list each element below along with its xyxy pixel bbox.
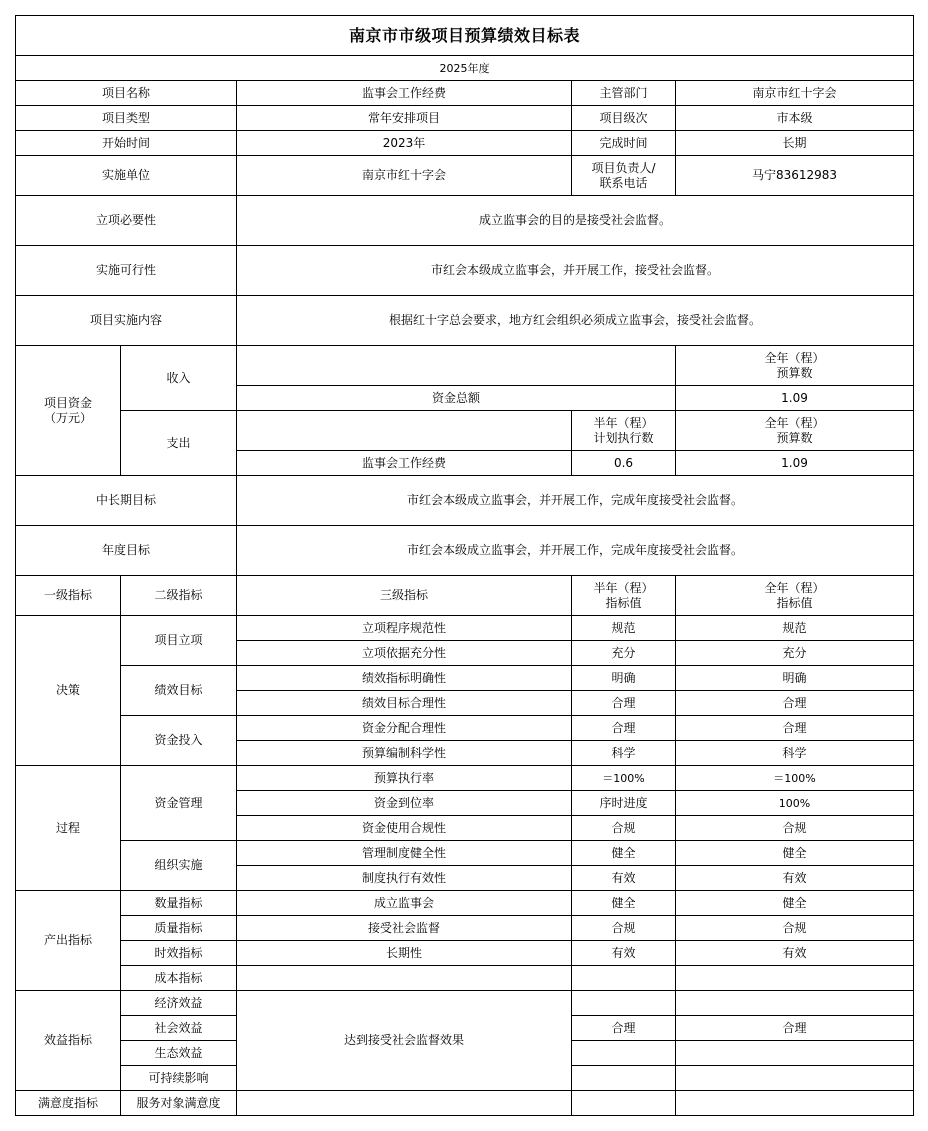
indicator-half: 合理 xyxy=(572,716,676,741)
info-row xyxy=(16,131,914,156)
level2-fund-input: 资金投入 xyxy=(121,716,237,766)
indicator-name: 资金分配合理性 xyxy=(237,716,572,741)
performance-target-table xyxy=(15,15,914,1116)
indicator-full: 合理 xyxy=(676,716,914,741)
contact-value: 马宁83612983 xyxy=(676,156,914,196)
content-label: 项目实施内容 xyxy=(16,296,237,346)
table-row xyxy=(16,616,914,641)
income-label: 收入 xyxy=(121,346,237,411)
indicator-full: 规范 xyxy=(676,616,914,641)
expense-item: 监事会工作经费 xyxy=(237,451,572,476)
indicator-half: 充分 xyxy=(572,641,676,666)
indicator-name: 达到接受社会监督效果 xyxy=(237,991,572,1091)
funds-row xyxy=(16,411,914,451)
level1-decision: 决策 xyxy=(16,616,121,766)
indicator-value-line2: 指标值 xyxy=(776,595,813,610)
level1-process: 过程 xyxy=(16,766,121,891)
indicator-name: 资金到位率 xyxy=(237,791,572,816)
indicator-half: 科学 xyxy=(572,741,676,766)
indicator-full: 合理 xyxy=(676,1016,914,1041)
expense-label: 支出 xyxy=(121,411,237,476)
level2-project-setup: 项目立项 xyxy=(121,616,237,666)
info-row xyxy=(16,156,914,196)
indicator-name xyxy=(237,966,572,991)
content-row xyxy=(16,296,914,346)
indicator-full xyxy=(676,991,914,1016)
indicator-full: 充分 xyxy=(676,641,914,666)
total-full-value: 1.09 xyxy=(676,386,914,411)
level2-economic: 经济效益 xyxy=(121,991,237,1016)
feasibility-row xyxy=(16,246,914,296)
level2-org-impl: 组织实施 xyxy=(121,841,237,891)
indicator-full: 有效 xyxy=(676,941,914,966)
indicator-name: 长期性 xyxy=(237,941,572,966)
dept-label: 主管部门 xyxy=(572,81,676,106)
indicator-full xyxy=(676,1091,914,1116)
indicator-name: 绩效目标合理性 xyxy=(237,691,572,716)
table-row xyxy=(16,991,914,1016)
level1-header: 一级指标 xyxy=(16,576,121,616)
project-type-label: 项目类型 xyxy=(16,106,237,131)
annual-goal-row xyxy=(16,526,914,576)
indicator-full: 健全 xyxy=(676,841,914,866)
indicator-full: 100% xyxy=(676,791,914,816)
plan-line2: 计划执行数 xyxy=(593,430,654,445)
contact-label xyxy=(572,156,676,196)
feasibility-label: 实施可行性 xyxy=(16,246,237,296)
feasibility-text: 市红会本级成立监事会，并开展工作，接受社会监督。 xyxy=(237,246,914,296)
level2-fund-mgmt: 资金管理 xyxy=(121,766,237,841)
indicator-name: 资金使用合规性 xyxy=(237,816,572,841)
level2-quality: 质量指标 xyxy=(121,916,237,941)
expense-full-year-header xyxy=(676,411,914,451)
level2-ecological: 生态效益 xyxy=(121,1041,237,1066)
indicator-full: 合规 xyxy=(676,816,914,841)
level2-perf-target: 绩效目标 xyxy=(121,666,237,716)
expense-blank xyxy=(237,411,572,451)
indicator-half: 有效 xyxy=(572,941,676,966)
indicator-full xyxy=(676,1041,914,1066)
income-full-year-header xyxy=(676,346,914,386)
long-goal-row xyxy=(16,476,914,526)
funds-label-line2: （万元） xyxy=(43,410,92,425)
indicator-full: 合规 xyxy=(676,916,914,941)
level2-header: 二级指标 xyxy=(121,576,237,616)
project-type-value: 常年安排项目 xyxy=(237,106,572,131)
necessity-row xyxy=(16,196,914,246)
indicator-name: 接受社会监督 xyxy=(237,916,572,941)
budget-line2: 预算数 xyxy=(776,430,813,445)
project-name-value: 监事会工作经费 xyxy=(237,81,572,106)
project-level-label: 项目级次 xyxy=(572,106,676,131)
indicator-name: 立项程序规范性 xyxy=(237,616,572,641)
table-row xyxy=(16,766,914,791)
indicator-full xyxy=(676,966,914,991)
indicator-half: 序时进度 xyxy=(572,791,676,816)
long-goal-label: 中长期目标 xyxy=(16,476,237,526)
half-year-line1: 半年（程） xyxy=(593,580,654,595)
indicator-half: 合理 xyxy=(572,691,676,716)
level3-header: 三级指标 xyxy=(237,576,572,616)
long-goal-text: 市红会本级成立监事会，并开展工作，完成年度接受社会监督。 xyxy=(237,476,914,526)
table-row xyxy=(16,666,914,691)
table-row xyxy=(16,891,914,916)
project-name-label: 项目名称 xyxy=(16,81,237,106)
unit-label: 实施单位 xyxy=(16,156,237,196)
start-time-label: 开始时间 xyxy=(16,131,237,156)
level2-quantity: 数量指标 xyxy=(121,891,237,916)
indicator-half: 健全 xyxy=(572,841,676,866)
indicator-name: 绩效指标明确性 xyxy=(237,666,572,691)
necessity-label: 立项必要性 xyxy=(16,196,237,246)
income-blank xyxy=(237,346,676,386)
level2-sustainable: 可持续影响 xyxy=(121,1066,237,1091)
indicator-half: 明确 xyxy=(572,666,676,691)
indicator-half: ＝100% xyxy=(572,766,676,791)
half-year-line1: 半年（程） xyxy=(593,415,654,430)
expense-full-value: 1.09 xyxy=(676,451,914,476)
indicator-full: ＝100% xyxy=(676,766,914,791)
indicator-half xyxy=(572,966,676,991)
table-row xyxy=(16,716,914,741)
indicator-name: 立项依据充分性 xyxy=(237,641,572,666)
contact-label-line1: 项目负责人/ xyxy=(591,160,656,175)
necessity-text: 成立监事会的目的是接受社会监督。 xyxy=(237,196,914,246)
indicator-half: 合规 xyxy=(572,916,676,941)
full-year-line1: 全年（程） xyxy=(764,415,825,430)
indicator-half xyxy=(572,1091,676,1116)
dept-value: 南京市红十字会 xyxy=(676,81,914,106)
indicator-half: 合理 xyxy=(572,1016,676,1041)
indicator-half: 规范 xyxy=(572,616,676,641)
unit-value: 南京市红十字会 xyxy=(237,156,572,196)
indicator-half xyxy=(572,1041,676,1066)
indicator-name: 管理制度健全性 xyxy=(237,841,572,866)
table-row xyxy=(16,841,914,866)
expense-half-value: 0.6 xyxy=(572,451,676,476)
indicator-half xyxy=(572,1066,676,1091)
level2-cost: 成本指标 xyxy=(121,966,237,991)
annual-goal-text: 市红会本级成立监事会，并开展工作，完成年度接受社会监督。 xyxy=(237,526,914,576)
end-time-label: 完成时间 xyxy=(572,131,676,156)
funds-label-line1: 项目资金 xyxy=(43,395,92,410)
full-year-line1: 全年（程） xyxy=(764,350,825,365)
indicator-header-row xyxy=(16,576,914,616)
level2-timeliness: 时效指标 xyxy=(121,941,237,966)
indicator-full: 明确 xyxy=(676,666,914,691)
project-level-value: 市本级 xyxy=(676,106,914,131)
level2-social: 社会效益 xyxy=(121,1016,237,1041)
indicator-name: 预算编制科学性 xyxy=(237,741,572,766)
indicator-name: 成立监事会 xyxy=(237,891,572,916)
indicator-full: 合理 xyxy=(676,691,914,716)
level1-satisfaction: 满意度指标 xyxy=(16,1091,121,1116)
full-year-header xyxy=(676,576,914,616)
indicator-half xyxy=(572,991,676,1016)
indicator-full xyxy=(676,1066,914,1091)
contact-label-line2: 联系电话 xyxy=(599,175,648,190)
funds-label xyxy=(16,346,121,476)
table-row xyxy=(16,966,914,991)
level1-output: 产出指标 xyxy=(16,891,121,991)
end-time-value: 长期 xyxy=(676,131,914,156)
table-row xyxy=(16,941,914,966)
annual-goal-label: 年度目标 xyxy=(16,526,237,576)
expense-half-year-header xyxy=(572,411,676,451)
indicator-half: 合规 xyxy=(572,816,676,841)
total-label: 资金总额 xyxy=(237,386,676,411)
indicator-half: 健全 xyxy=(572,891,676,916)
indicator-full: 健全 xyxy=(676,891,914,916)
table-row xyxy=(16,916,914,941)
level2-service-satisfaction: 服务对象满意度 xyxy=(121,1091,237,1116)
level1-benefit: 效益指标 xyxy=(16,991,121,1091)
info-row xyxy=(16,81,914,106)
indicator-half: 有效 xyxy=(572,866,676,891)
full-year-line1: 全年（程） xyxy=(764,580,825,595)
year-label: 2025年度 xyxy=(16,56,914,81)
indicator-value-line2: 指标值 xyxy=(605,595,642,610)
budget-line2: 预算数 xyxy=(776,365,813,380)
table-row xyxy=(16,1091,914,1116)
half-year-header xyxy=(572,576,676,616)
indicator-full: 有效 xyxy=(676,866,914,891)
indicator-name: 制度执行有效性 xyxy=(237,866,572,891)
indicator-full: 科学 xyxy=(676,741,914,766)
start-time-value: 2023年 xyxy=(237,131,572,156)
page-title: 南京市市级项目预算绩效目标表 xyxy=(16,16,914,56)
indicator-name xyxy=(237,1091,572,1116)
indicator-name: 预算执行率 xyxy=(237,766,572,791)
funds-row xyxy=(16,346,914,386)
content-text: 根据红十字总会要求，地方红会组织必须成立监事会，接受社会监督。 xyxy=(237,296,914,346)
info-row xyxy=(16,106,914,131)
